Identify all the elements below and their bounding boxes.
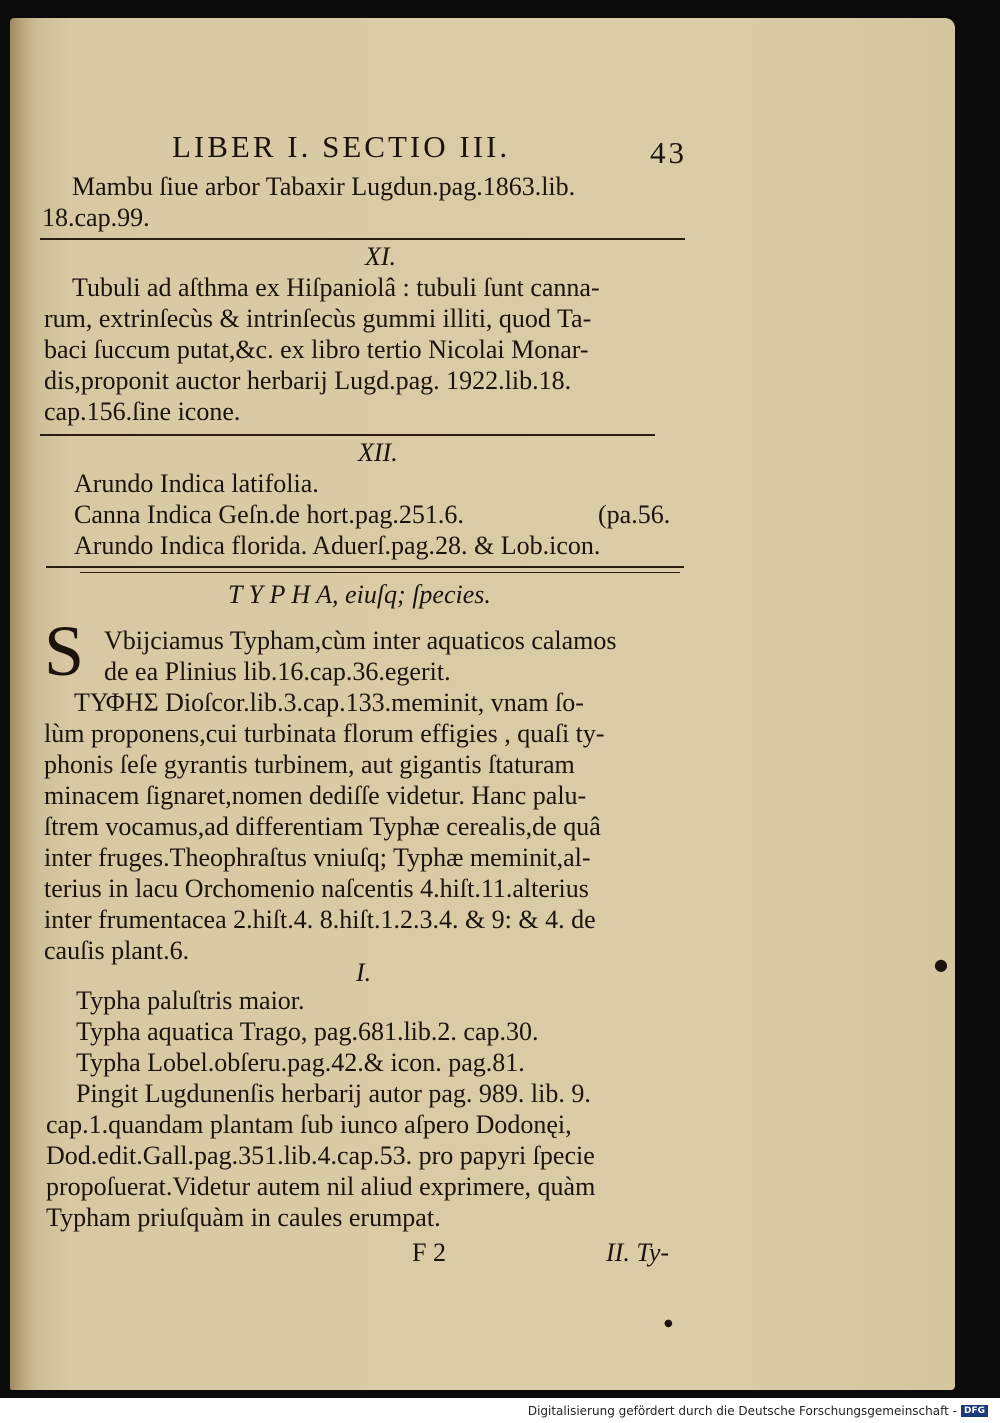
text-line: rum, extrinſecùs & intrinſecùs gummi illiti, quod Ta-	[44, 304, 592, 333]
text-line: propoſuerat.Videtur autem nil aliud exprimere, quàm	[46, 1172, 596, 1201]
text-line: Typham priuſquàm in caules erumpat.	[46, 1203, 441, 1232]
text-line: Mambu ſiue arbor Tabaxir Lugdun.pag.1863.lib.	[72, 172, 576, 201]
ink-spot: ●	[664, 1318, 673, 1329]
text-line: Arundo Indica florida. Aduerſ.pag.28. & Lob.icon.	[74, 531, 601, 560]
section-rule	[80, 572, 680, 573]
text-line: inter frumentacea 2.hiſt.4. 8.hiſt.1.2.3.4. & 9: & 4. de	[44, 905, 596, 934]
running-title: LIBER I. SECTIO III.	[172, 129, 511, 164]
text-line: Canna Indica Geſn.de hort.pag.251.6.	[74, 500, 464, 529]
text-line: 18.cap.99.	[42, 203, 150, 232]
text-line: (pa.56.	[598, 500, 671, 529]
text-line: de ea Plinius lib.16.cap.36.egerit.	[104, 657, 451, 686]
ink-spot: ●	[934, 955, 948, 974]
text-line: minacem ſignaret,nomen dediſſe videtur. Hanc palu-	[44, 781, 587, 810]
text-line: phonis ſeſe gyrantis turbinem, aut gigantis ſtaturam	[44, 750, 575, 779]
dfg-logo: DFG	[961, 1405, 988, 1417]
typha-heading: T Y P H A, eiuſq; ſpecies.	[228, 580, 491, 609]
text-line: ΤΥΦΗΣ Dioſcor.lib.3.cap.133.meminit, vnam ſo-	[74, 688, 584, 717]
credit-text: Digitalisierung gefördert durch die Deutsche Forschungsgemeinschaft -	[527, 1404, 957, 1418]
text-line: cauſis plant.6.	[44, 936, 190, 965]
text-line: cap.1.quandam plantam ſub iunco aſpero Dodonęi,	[46, 1110, 572, 1139]
text-line: baci ſuccum putat,&c. ex libro tertio Nicolai Monar-	[44, 335, 589, 364]
section-rule	[40, 238, 685, 240]
section-rule	[46, 566, 684, 568]
section-number: XI.	[365, 242, 397, 271]
text-line: Pingit Lugdunenſis herbarij autor pag. 989. lib. 9.	[76, 1079, 591, 1108]
catchword: II. Ty-	[606, 1238, 670, 1267]
text-line: terius in lacu Orchomenio naſcentis 4.hiſt.11.alterius	[44, 874, 589, 903]
section-number: I.	[356, 958, 372, 987]
text-line: inter fruges.Theophraſtus vniuſq; Typhæ meminit,al-	[44, 843, 591, 872]
text-line: Vbijciamus Typham,cùm inter aquaticos calamos	[104, 626, 617, 655]
text-line: Tubuli ad aſthma ex Hiſpaniolâ : tubuli ſunt canna-	[72, 273, 600, 302]
text-line: cap.156.ſine icone.	[44, 397, 241, 426]
drop-cap: S	[44, 611, 85, 691]
page-number: 43	[650, 135, 687, 170]
digitization-footer	[528, 1404, 988, 1418]
text-line: ſtrem vocamus,ad differentiam Typhæ cerealis,de quâ	[44, 812, 601, 841]
signature-mark: F 2	[412, 1238, 446, 1267]
text-line: Typha paluſtris maior.	[76, 986, 305, 1015]
section-number: XII.	[358, 438, 398, 467]
text-line: lùm proponens,cui turbinata florum effigies , quaſi ty-	[44, 719, 605, 748]
text-line: dis,proponit auctor herbarij Lugd.pag. 1922.lib.18.	[44, 366, 572, 395]
section-rule	[40, 434, 655, 436]
text-line: Typha Lobel.obſeru.pag.42.& icon. pag.81.	[76, 1048, 525, 1077]
text-line: Arundo Indica latifolia.	[74, 469, 319, 498]
text-line: Typha aquatica Trago, pag.681.lib.2. cap.30.	[76, 1017, 539, 1046]
text-line: Dod.edit.Gall.pag.351.lib.4.cap.53. pro papyri ſpecie	[46, 1141, 595, 1170]
